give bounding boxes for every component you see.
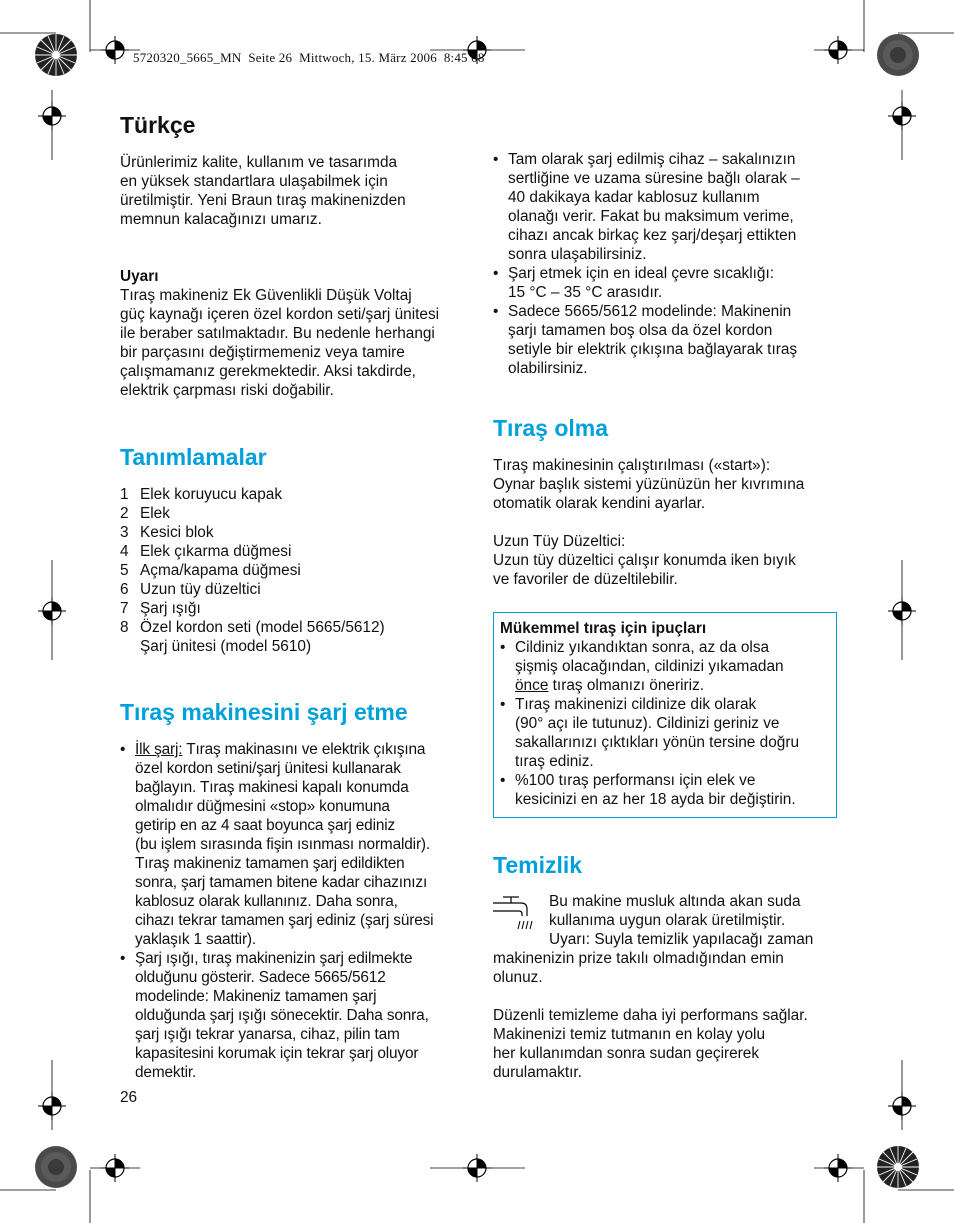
list-item: • İlk şarj: Tıraş makinasını ve elektrik çıkışına özel kordon setini/şarj ünitesi kullanarak bağlayın. Tıraş makinesi kapalı konumda olmalıdır düğmesini «stop» konumuna getirip en az 4 saat boyunca şarj ediniz (bu işlem sırasında fişin ısınması normaldir). Tıraş makineniz tamamen şarj edildikten sonra, şarj tamamen bitene kadar cihazınızı kablosuz olarak kullanınız. Daha sonra, cihazı tekrar tamamen şarj ediniz (şarj süresi yaklaşık 1 saattir). (120, 740, 465, 949)
list-item: 2 Elek (120, 505, 170, 522)
warning-paragraph: Tıraş makineniz Ek Güvenlikli Düşük Voltaj güç kaynağı içeren özel kordon seti/şarj ünitesi ile beraber satılmaktadır. Bu nedenle herhangi bir parçasını değiştirmemeniz veya tamire çalışmamanız gerekmektedir. Aksi takdirde, elektrik çarpması riski doğabilir. (120, 287, 440, 399)
charging-heading: Tıraş makinesini şarj etme (120, 699, 408, 725)
parts-list (120, 485, 465, 656)
shaving-heading: Tıraş olma (493, 415, 609, 441)
list-item: 4 Elek çıkarma düğmesi (120, 543, 292, 560)
list-item: • Cildiniz yıkandıktan sonra, az da olsa şişmiş olacağından, cildinizi yıkamadan önce tıraş olmanızı öneririz. (500, 638, 828, 695)
list-item: • %100 tıraş performansı için elek ve kesicinizi en az her 18 ayda bir değiştirin. (500, 771, 828, 809)
page-title: Türkçe (120, 112, 196, 138)
list-item: 7 Şarj ışığı (120, 600, 201, 617)
list-item: • Şarj ışığı, tıraş makinenizin şarj edilmekte olduğunu gösterir. Sadece 5665/5612 modelinde: Makineniz tamamen şarj olduğunda şarj ışığı sönecektir. Daha sonra, şarj ışığı tekrar yanarsa, cihaz, pilin tam kapasitesini korumak için tekrar şarj oluyor demektir. (120, 949, 465, 1082)
cleaning-paragraph-2: Düzenli temizleme daha iyi performans sağlar. Makinenizi temiz tutmanın en kolay yolu her kullanımdan sonra sudan geçirerek durulamaktır. (493, 1007, 808, 1081)
charging-bullets-continued (493, 150, 838, 378)
list-item: 8 Özel kordon seti (model 5665/5612) Şarj ünitesi (model 5610) (120, 619, 385, 655)
list-item: • Tam olarak şarj edilmiş cihaz – sakalınızın sertliğine ve uzama süresine bağlı olarak – 40 dakikaya kadar kablosuz kullanım olanağı verir. Fakat bu maksimum verime, cihazı ancak birkaç kez şarj/deşarj ettikten sonra ulaşabilirsiniz. (493, 150, 838, 264)
cleaning-section (493, 892, 838, 1082)
list-item: • Şarj etmek için en ideal çevre sıcaklığı: 15 °C – 35 °C arasıdır. (493, 264, 838, 302)
print-header: 5720320_5665_MN Seite 26 Mittwoch, 15. März 2006 8:45 08 (133, 50, 485, 65)
list-item: 3 Kesici blok (120, 524, 214, 541)
left-column (120, 112, 465, 1082)
list-item: • Sadece 5665/5612 modelinde: Makinenin şarjı tamamen boş olsa da özel kordon setiyle bir elektrik çıkışına bağlayarak tıraş olabilirsiniz. (493, 302, 838, 378)
charging-bullets (120, 740, 465, 1082)
cleaning-heading: Temizlik (493, 852, 583, 878)
tips-box (493, 612, 837, 818)
descriptions-heading: Tanımlamalar (120, 444, 267, 470)
list-item: 6 Uzun tüy düzeltici (120, 581, 261, 598)
list-item: 1 Elek koruyucu kapak (120, 486, 283, 503)
tips-heading: Mükemmel tıraş için ipuçları (500, 620, 707, 637)
cleaning-paragraph-cont: makinenizin prize takılı olmadığından emin olunuz. (493, 950, 784, 986)
page-number: 26 (120, 1089, 138, 1106)
shaving-paragraph: Tıraş makinesinin çalıştırılması («start»): Oynar başlık sistemi yüzünüzün her kıvrımına otomatik olarak kendini ayarlar. (493, 457, 805, 512)
intro-paragraph: Ürünlerimiz kalite, kullanım ve tasarımda en yüksek standartlara ulaşabilmek için üretilmiştir. Yeni Braun tıraş makinenizden memnun kalacağınızı umarız. (120, 154, 406, 228)
list-item: • Tıraş makinenizi cildinize dik olarak (90° açı ile tutunuz). Cildinizi geriniz ve sakallarınızı çıktıkları yönün tersine doğru tıraş ediniz. (500, 695, 828, 771)
right-column (493, 150, 838, 1082)
cleaning-paragraph: Bu makine musluk altında akan suda kullanıma uygun olarak üretilmiştir. Uyarı: Suyla temizlik yapılacağı zaman (549, 893, 814, 948)
water-tap-icon (493, 894, 537, 934)
trimmer-paragraph: Uzun Tüy Düzeltici: Uzun tüy düzeltici çalışır konumda iken bıyık ve favoriler de düzeltilebilir. (493, 533, 796, 588)
warning-heading: Uyarı (120, 268, 159, 285)
list-item: 5 Açma/kapama düğmesi (120, 562, 301, 579)
